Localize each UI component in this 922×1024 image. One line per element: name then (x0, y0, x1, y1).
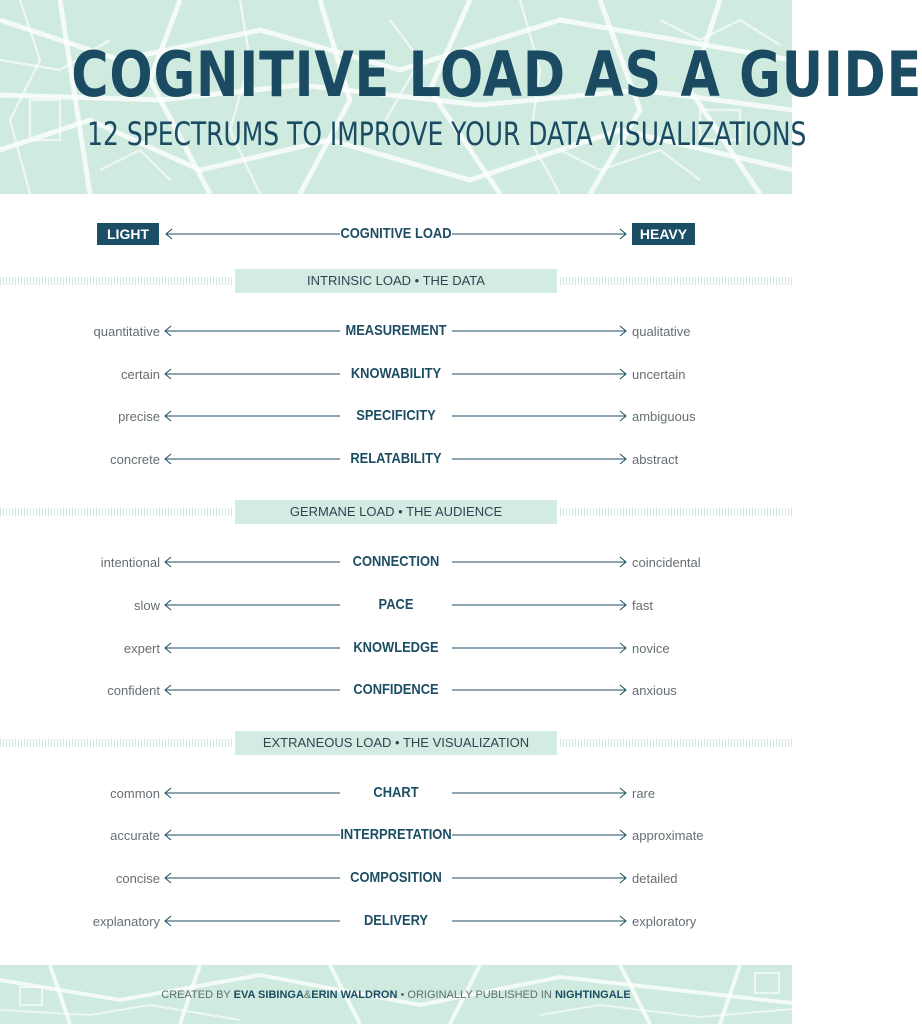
spectrum-left-term: expert (123, 641, 160, 656)
spectrum-row (0, 320, 792, 344)
spectrum-left-term: explanatory (92, 914, 160, 929)
spectrum-right-term: novice (632, 641, 670, 656)
arrow-right-icon (452, 453, 628, 465)
spectrum-right-term: detailed (632, 871, 678, 886)
page-subtitle: 12 SPECTRUMS TO IMPROVE YOUR DATA VISUALIZATIONS (87, 115, 807, 153)
spectrum-left-term: accurate (110, 828, 160, 843)
spectrum-row (0, 867, 792, 891)
spectrum-name: SPECIFICITY (356, 407, 436, 424)
spectrum-right-term: anxious (632, 683, 677, 698)
publication-name: NIGHTINGALE (554, 989, 631, 1001)
spectrum-right-term: rare (632, 786, 656, 801)
spectrum-row (0, 910, 792, 934)
spectrum-name: KNOWLEDGE (353, 639, 439, 656)
created-by-label: CREATED BY (161, 989, 231, 1001)
spectrum-right-term: uncertain (632, 367, 686, 382)
spectrum-row (0, 363, 792, 387)
page-title: COGNITIVE LOAD AS A GUIDE (71, 38, 922, 111)
spectrum-row (0, 448, 792, 472)
light-label: LIGHT (97, 223, 159, 245)
arrow-right-icon (452, 915, 628, 927)
spectrum-left-term: concrete (110, 452, 160, 467)
spectrum-row (0, 782, 792, 806)
spectrum-name: RELATABILITY (350, 450, 442, 467)
ampersand: & (303, 989, 312, 1001)
heavy-label: HEAVY (632, 223, 695, 245)
spectrum-name: INTERPRETATION (340, 826, 452, 843)
spectrum-name: CHART (373, 784, 419, 801)
arrow-right-icon (452, 787, 628, 799)
section-label: EXTRANEOUS LOAD • THE VISUALIZATION (235, 731, 557, 755)
spectrum-name: DELIVERY (363, 912, 429, 929)
spectrum-row (0, 679, 792, 703)
spectrum-name: CONNECTION (352, 553, 440, 570)
arrow-right-icon (452, 684, 628, 696)
arrow-right-icon (452, 368, 628, 380)
spectrum-left-term: quantitative (93, 324, 160, 339)
arrow-right-icon (452, 599, 628, 611)
spectrum-right-term: exploratory (632, 914, 697, 929)
spectrum-left-term: intentional (100, 555, 160, 570)
arrow-right-icon (452, 556, 628, 568)
arrow-right-icon (452, 228, 628, 240)
spectrum-name: KNOWABILITY (350, 365, 442, 382)
spectrum-row (0, 824, 792, 848)
published-label: ORIGINALLY PUBLISHED IN (407, 989, 552, 1001)
spectrum-left-term: certain (120, 367, 160, 382)
spectrum-row (0, 637, 792, 661)
cognitive-load-scale (0, 223, 792, 247)
arrow-right-icon (452, 642, 628, 654)
spectrum-right-term: coincidental (632, 555, 701, 570)
spectrum-left-term: confident (107, 683, 160, 698)
spectrum-right-term: ambiguous (632, 409, 696, 424)
spectrum-left-term: slow (133, 598, 160, 613)
author-name: ERIN WALDRON (311, 989, 398, 1001)
spectrum-name: CONFIDENCE (353, 681, 439, 698)
arrow-right-icon (452, 872, 628, 884)
spectrum-name: MEASUREMENT (345, 322, 447, 339)
spectrum-right-term: fast (632, 598, 653, 613)
section-divider-extraneous (0, 731, 792, 755)
cognitive-load-label: COGNITIVE LOAD (340, 225, 452, 242)
footer-separator: • (400, 989, 405, 1001)
footer-credits (0, 989, 792, 1001)
spectrum-row (0, 405, 792, 429)
spectrum-row (0, 594, 792, 618)
spectrum-left-term: concise (115, 871, 160, 886)
section-label: INTRINSIC LOAD • THE DATA (235, 269, 557, 293)
arrow-right-icon (452, 829, 628, 841)
spectrum-right-term: qualitative (632, 324, 691, 339)
spectrum-right-term: abstract (632, 452, 679, 467)
spectrum-left-term: precise (118, 409, 160, 424)
arrow-right-icon (452, 410, 628, 422)
spectrum-left-term: common (110, 786, 160, 801)
section-label: GERMANE LOAD • THE AUDIENCE (235, 500, 557, 524)
spectrum-name: PACE (378, 596, 414, 613)
arrow-right-icon (452, 325, 628, 337)
spectrum-name: COMPOSITION (350, 869, 442, 886)
spectrum-row (0, 551, 792, 575)
section-divider-intrinsic (0, 269, 792, 293)
author-name: EVA SIBINGA (233, 989, 304, 1001)
spectrum-right-term: approximate (632, 828, 704, 843)
section-divider-germane (0, 500, 792, 524)
